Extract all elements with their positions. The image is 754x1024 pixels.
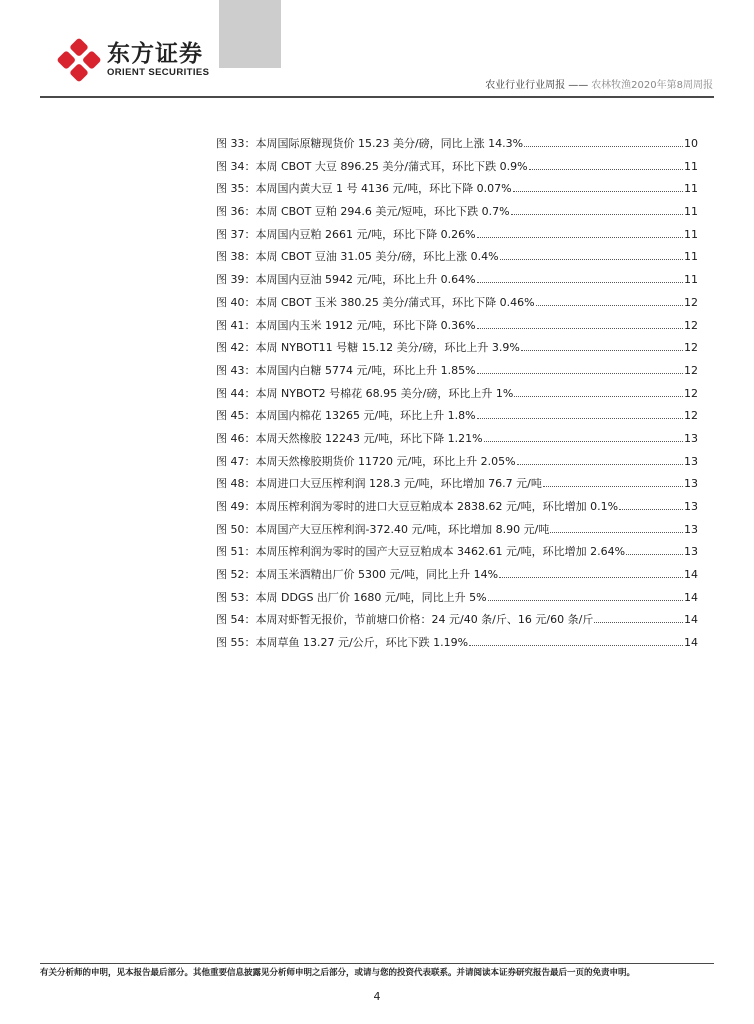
company-logo xyxy=(57,38,209,82)
toc-entry-label: 图 38：本周 CBOT 豆油 31.05 美分/磅，环比上涨 0.4% xyxy=(216,250,499,264)
toc-entry-label: 图 52：本周玉米酒精出厂价 5300 元/吨，同比上升 14% xyxy=(216,568,499,582)
toc-entry-label: 图 51：本周压榨利润为零时的国产大豆豆粕成本 3462.61 元/吨，环比增加 2.64% xyxy=(216,545,626,559)
toc-entry[interactable] xyxy=(216,228,698,251)
toc-entry-label: 图 33：本周国际原糖现货价 15.23 美分/磅，同比上涨 14.3% xyxy=(216,137,524,150)
toc-entry[interactable] xyxy=(216,500,698,523)
toc-entry-label: 图 49：本周压榨利润为零时的进口大豆豆粕成本 2838.62 元/吨，环比增加 0.1% xyxy=(216,500,619,513)
toc-entry-label: 图 53：本周 DDGS 出厂价 1680 元/吨，同比上升 5% xyxy=(216,590,487,604)
toc-entry[interactable] xyxy=(216,432,698,455)
toc-entry[interactable] xyxy=(216,250,698,273)
toc-entry-label: 图 37：本周国内豆粕 2661 元/吨，环比下降 0.26% xyxy=(216,227,476,241)
toc-entry-page: 11 xyxy=(684,250,698,264)
toc-entry-page: 11 xyxy=(684,159,698,173)
toc-entry-label: 图 54：本周对虾暂无报价，节前塘口价格：24 元/40 条/斤、16 元/60 条/斤 xyxy=(216,613,594,627)
toc-entry-page: 13 xyxy=(684,500,698,513)
toc-dot-leader xyxy=(517,464,683,465)
toc-entry-label: 图 47：本周天然橡胶期货价 11720 元/吨，环比上升 2.05% xyxy=(216,454,516,468)
toc-entry-label: 图 50：本周国产大豆压榨利润-372.40 元/吨，环比增加 8.90 元/吨 xyxy=(216,522,550,536)
toc-entry-page: 12 xyxy=(684,363,698,377)
header-divider xyxy=(40,96,714,98)
toc-dot-leader xyxy=(619,509,683,510)
toc-entry-page: 10 xyxy=(684,137,698,150)
toc-entry-label: 图 44：本周 NYBOT2 号棉花 68.95 美分/磅，环比上升 1% xyxy=(216,386,514,400)
toc-dot-leader xyxy=(484,441,683,442)
toc-entry[interactable] xyxy=(216,387,698,410)
toc-entry-page: 11 xyxy=(684,227,698,241)
toc-entry-page: 14 xyxy=(684,613,698,627)
toc-dot-leader xyxy=(477,373,683,374)
report-title: 农林牧渔2020年第8周周报 xyxy=(591,80,713,91)
toc-entry[interactable] xyxy=(216,273,698,296)
toc-entry-label: 图 43：本周国内白糖 5774 元/吨，环比上升 1.85% xyxy=(216,363,476,377)
toc-dot-leader xyxy=(477,237,683,238)
toc-entry-page: 13 xyxy=(684,431,698,445)
toc-entry-page: 12 xyxy=(684,386,698,400)
toc-entry[interactable] xyxy=(216,341,698,364)
logo-text xyxy=(107,41,209,79)
toc-entry-page: 14 xyxy=(684,636,698,650)
toc-dot-leader xyxy=(514,396,683,397)
toc-entry[interactable] xyxy=(216,477,698,500)
toc-dot-leader xyxy=(500,259,683,260)
toc-entry-page: 12 xyxy=(684,318,698,332)
toc-entry-page: 12 xyxy=(684,409,698,423)
toc-dot-leader xyxy=(543,486,683,487)
toc-entry-page: 11 xyxy=(684,205,698,219)
logo-name-en: ORIENT SECURITIES xyxy=(107,67,210,78)
toc-entry-label: 图 46：本周天然橡胶 12243 元/吨，环比下降 1.21% xyxy=(216,431,483,445)
toc-dot-leader xyxy=(550,532,683,533)
toc-entry[interactable] xyxy=(216,523,698,546)
toc-entry-page: 11 xyxy=(684,273,698,287)
toc-dot-leader xyxy=(488,600,683,601)
toc-entry-page: 13 xyxy=(684,545,698,559)
toc-entry[interactable] xyxy=(216,545,698,568)
toc-dot-leader xyxy=(511,214,683,215)
toc-entry-page: 13 xyxy=(684,454,698,468)
toc-entry-page: 13 xyxy=(684,522,698,536)
footer-divider xyxy=(40,963,714,964)
report-type: 农业行业行业周报 xyxy=(485,80,566,91)
figure-list xyxy=(216,137,698,659)
toc-entry-page: 11 xyxy=(684,182,698,196)
toc-entry-label: 图 36：本周 CBOT 豆粕 294.6 美元/短吨，环比下跌 0.7% xyxy=(216,205,510,219)
footer-disclaimer: 有关分析师的申明，见本报告最后部分。其他重要信息披露见分析师申明之后部分，或请与您的投资代表联系。并请阅读本证券研究报告最后一页的免责申明。 xyxy=(40,968,636,978)
toc-entry-label: 图 39：本周国内豆油 5942 元/吨，环比上升 0.64% xyxy=(216,273,476,287)
header-gray-tab xyxy=(219,0,281,68)
toc-dot-leader xyxy=(469,645,683,646)
toc-dot-leader xyxy=(536,305,683,306)
toc-dot-leader xyxy=(594,622,683,623)
toc-entry-page: 13 xyxy=(684,477,698,491)
toc-dot-leader xyxy=(626,554,683,555)
toc-entry[interactable] xyxy=(216,364,698,387)
toc-entry[interactable] xyxy=(216,455,698,478)
toc-dot-leader xyxy=(477,418,683,419)
toc-dot-leader xyxy=(477,282,683,283)
toc-entry-label: 图 42：本周 NYBOT11 号糖 15.12 美分/磅，环比上升 3.9% xyxy=(216,341,520,355)
header-separator: —— xyxy=(568,80,589,91)
toc-entry[interactable] xyxy=(216,319,698,342)
toc-entry[interactable] xyxy=(216,636,698,659)
toc-entry[interactable] xyxy=(216,137,698,160)
toc-entry-label: 图 34：本周 CBOT 大豆 896.25 美分/蒲式耳，环比下跌 0.9% xyxy=(216,159,528,173)
toc-entry-label: 图 40：本周 CBOT 玉米 380.25 美分/蒲式耳，环比下降 0.46% xyxy=(216,295,535,309)
toc-entry[interactable] xyxy=(216,182,698,205)
toc-entry-page: 14 xyxy=(684,568,698,582)
toc-entry[interactable] xyxy=(216,568,698,591)
toc-entry-label: 图 48：本周进口大豆压榨利润 128.3 元/吨，环比增加 76.7 元/吨 xyxy=(216,477,542,491)
toc-entry-label: 图 45：本周国内棉花 13265 元/吨，环比上升 1.8% xyxy=(216,409,476,423)
toc-entry[interactable] xyxy=(216,205,698,228)
toc-dot-leader xyxy=(513,191,683,192)
toc-dot-leader xyxy=(499,577,683,578)
toc-dot-leader xyxy=(521,350,683,351)
toc-entry[interactable] xyxy=(216,613,698,636)
orient-securities-logo-icon xyxy=(57,38,101,82)
logo-name-cn: 东方证券 xyxy=(107,41,203,67)
report-header xyxy=(485,79,713,93)
toc-entry[interactable] xyxy=(216,296,698,319)
toc-entry-page: 12 xyxy=(684,341,698,355)
toc-dot-leader xyxy=(529,169,683,170)
toc-entry-label: 图 35：本周国内黄大豆 1 号 4136 元/吨，环比下降 0.07% xyxy=(216,182,512,196)
toc-entry[interactable] xyxy=(216,591,698,614)
toc-dot-leader xyxy=(524,146,683,147)
toc-entry-label: 图 55：本周草鱼 13.27 元/公斤，环比下跌 1.19% xyxy=(216,636,469,650)
toc-entry-page: 12 xyxy=(684,295,698,309)
toc-entry-page: 14 xyxy=(684,590,698,604)
toc-dot-leader xyxy=(477,328,683,329)
toc-entry[interactable] xyxy=(216,160,698,183)
toc-entry-label: 图 41：本周国内玉米 1912 元/吨，环比下降 0.36% xyxy=(216,318,476,332)
page-number: 4 xyxy=(373,990,381,1003)
toc-entry[interactable] xyxy=(216,409,698,432)
